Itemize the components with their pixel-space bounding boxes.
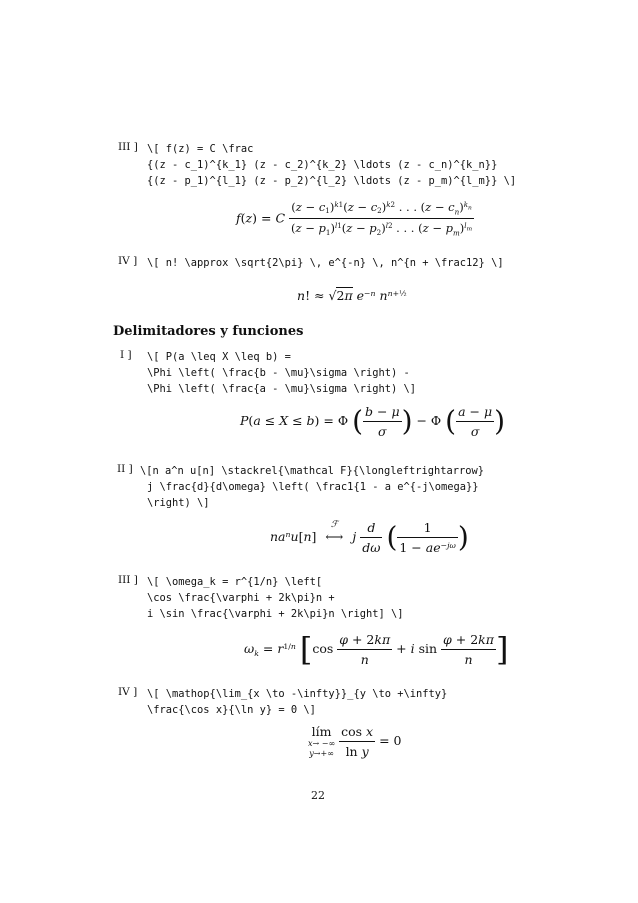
code-line: \Phi \left( \frac{a - \mu}\sigma \right) \] (147, 383, 416, 395)
code-line: \[ n! \approx \sqrt{2\pi} \, e^{-n} \, n^{n + \frac12} \] (147, 257, 504, 269)
item-marker: III ] (118, 141, 138, 153)
code-line: \Phi \left( \frac{b - \mu}\sigma \right) - (147, 367, 410, 379)
code-line: {(z - c_1)^{k_1} (z - c_2)^{k_2} \ldots (z - c_n)^{k_n}} (147, 159, 498, 171)
code-line: {(z - p_1)^{l_1} (z - p_2)^{l_2} \ldots (z - p_m)^{l_m}} \] (147, 175, 517, 187)
code-line: \cos \frac{\varphi + 2k\pi}n + (147, 592, 335, 604)
item-marker: I ] (120, 349, 132, 361)
code-line: \frac{\cos x}{\ln y} = 0 \] (147, 704, 316, 716)
section-title: Delimitadores y funciones (113, 324, 304, 339)
item-marker: III ] (118, 574, 138, 586)
formula-limit: lím x→ −∞ y→+∞ $\frac{\text{cos x}}{\text{ln y}}$ = 0 (308, 723, 402, 759)
code-line: \[ \omega_k = r^{1/n} \left[ (147, 576, 323, 588)
item-marker: IV ] (118, 686, 138, 698)
code-line: j \frac{d}{d\omega} \left( \frac1{1 - a e^{-j\omega}} (147, 481, 479, 493)
formula-probability: P(a ≤ X ≤ b) = Φ ( $\frac{b - \mu}{\sigma}$ ) − Φ ( $\frac{a - \mu}{\sigma}$ ) (240, 404, 506, 439)
formula-roots: $\omega_k = r^{1/n}$ [cos $\frac{\varphi + 2k\pi}{n}$ + i sin $\frac{\varphi + 2k\pi}{n}$ ] (244, 630, 509, 669)
formula-fourier: $na^nu[n]$ ℱ ⟷ j $\frac{d}{d\omega}$ ( $\frac{1}{1 - ae^{-j\omega}}$ ) (270, 520, 469, 555)
item-marker: II ] (117, 463, 133, 475)
item-marker: IV ] (118, 255, 138, 267)
code-line: \[n a^n u[n] \stackrel{\mathcal F}{\longleftrightarrow} (140, 465, 485, 477)
code-line: \[ f(z) = C \frac (147, 143, 254, 155)
code-line: \right) \] (147, 497, 210, 509)
code-line: \[ \mathop{\lim_{x \to -\infty}}_{y \to +\infty} (147, 688, 448, 700)
formula-stirling: n! ≈ √2π $e^{-n}$ $n^{n+\frac{1}{2}}$ (297, 288, 407, 303)
code-line: \[ P(a \leq X \leq b) = (147, 351, 291, 363)
formula-f-of-z: f(z) = C $\frac{(z - c_1)^{k1}(z - c_2)^{k2} . . . (z - c_n)^{k_n}}{(z - p_1)^{l1}(z - p_2)^{l2} . . . (z - p_m)^{l_m}}$ (236, 200, 473, 238)
code-line: i \sin \frac{\varphi + 2k\pi}n \right] \] (147, 608, 404, 620)
page-number: 22 (311, 789, 325, 802)
